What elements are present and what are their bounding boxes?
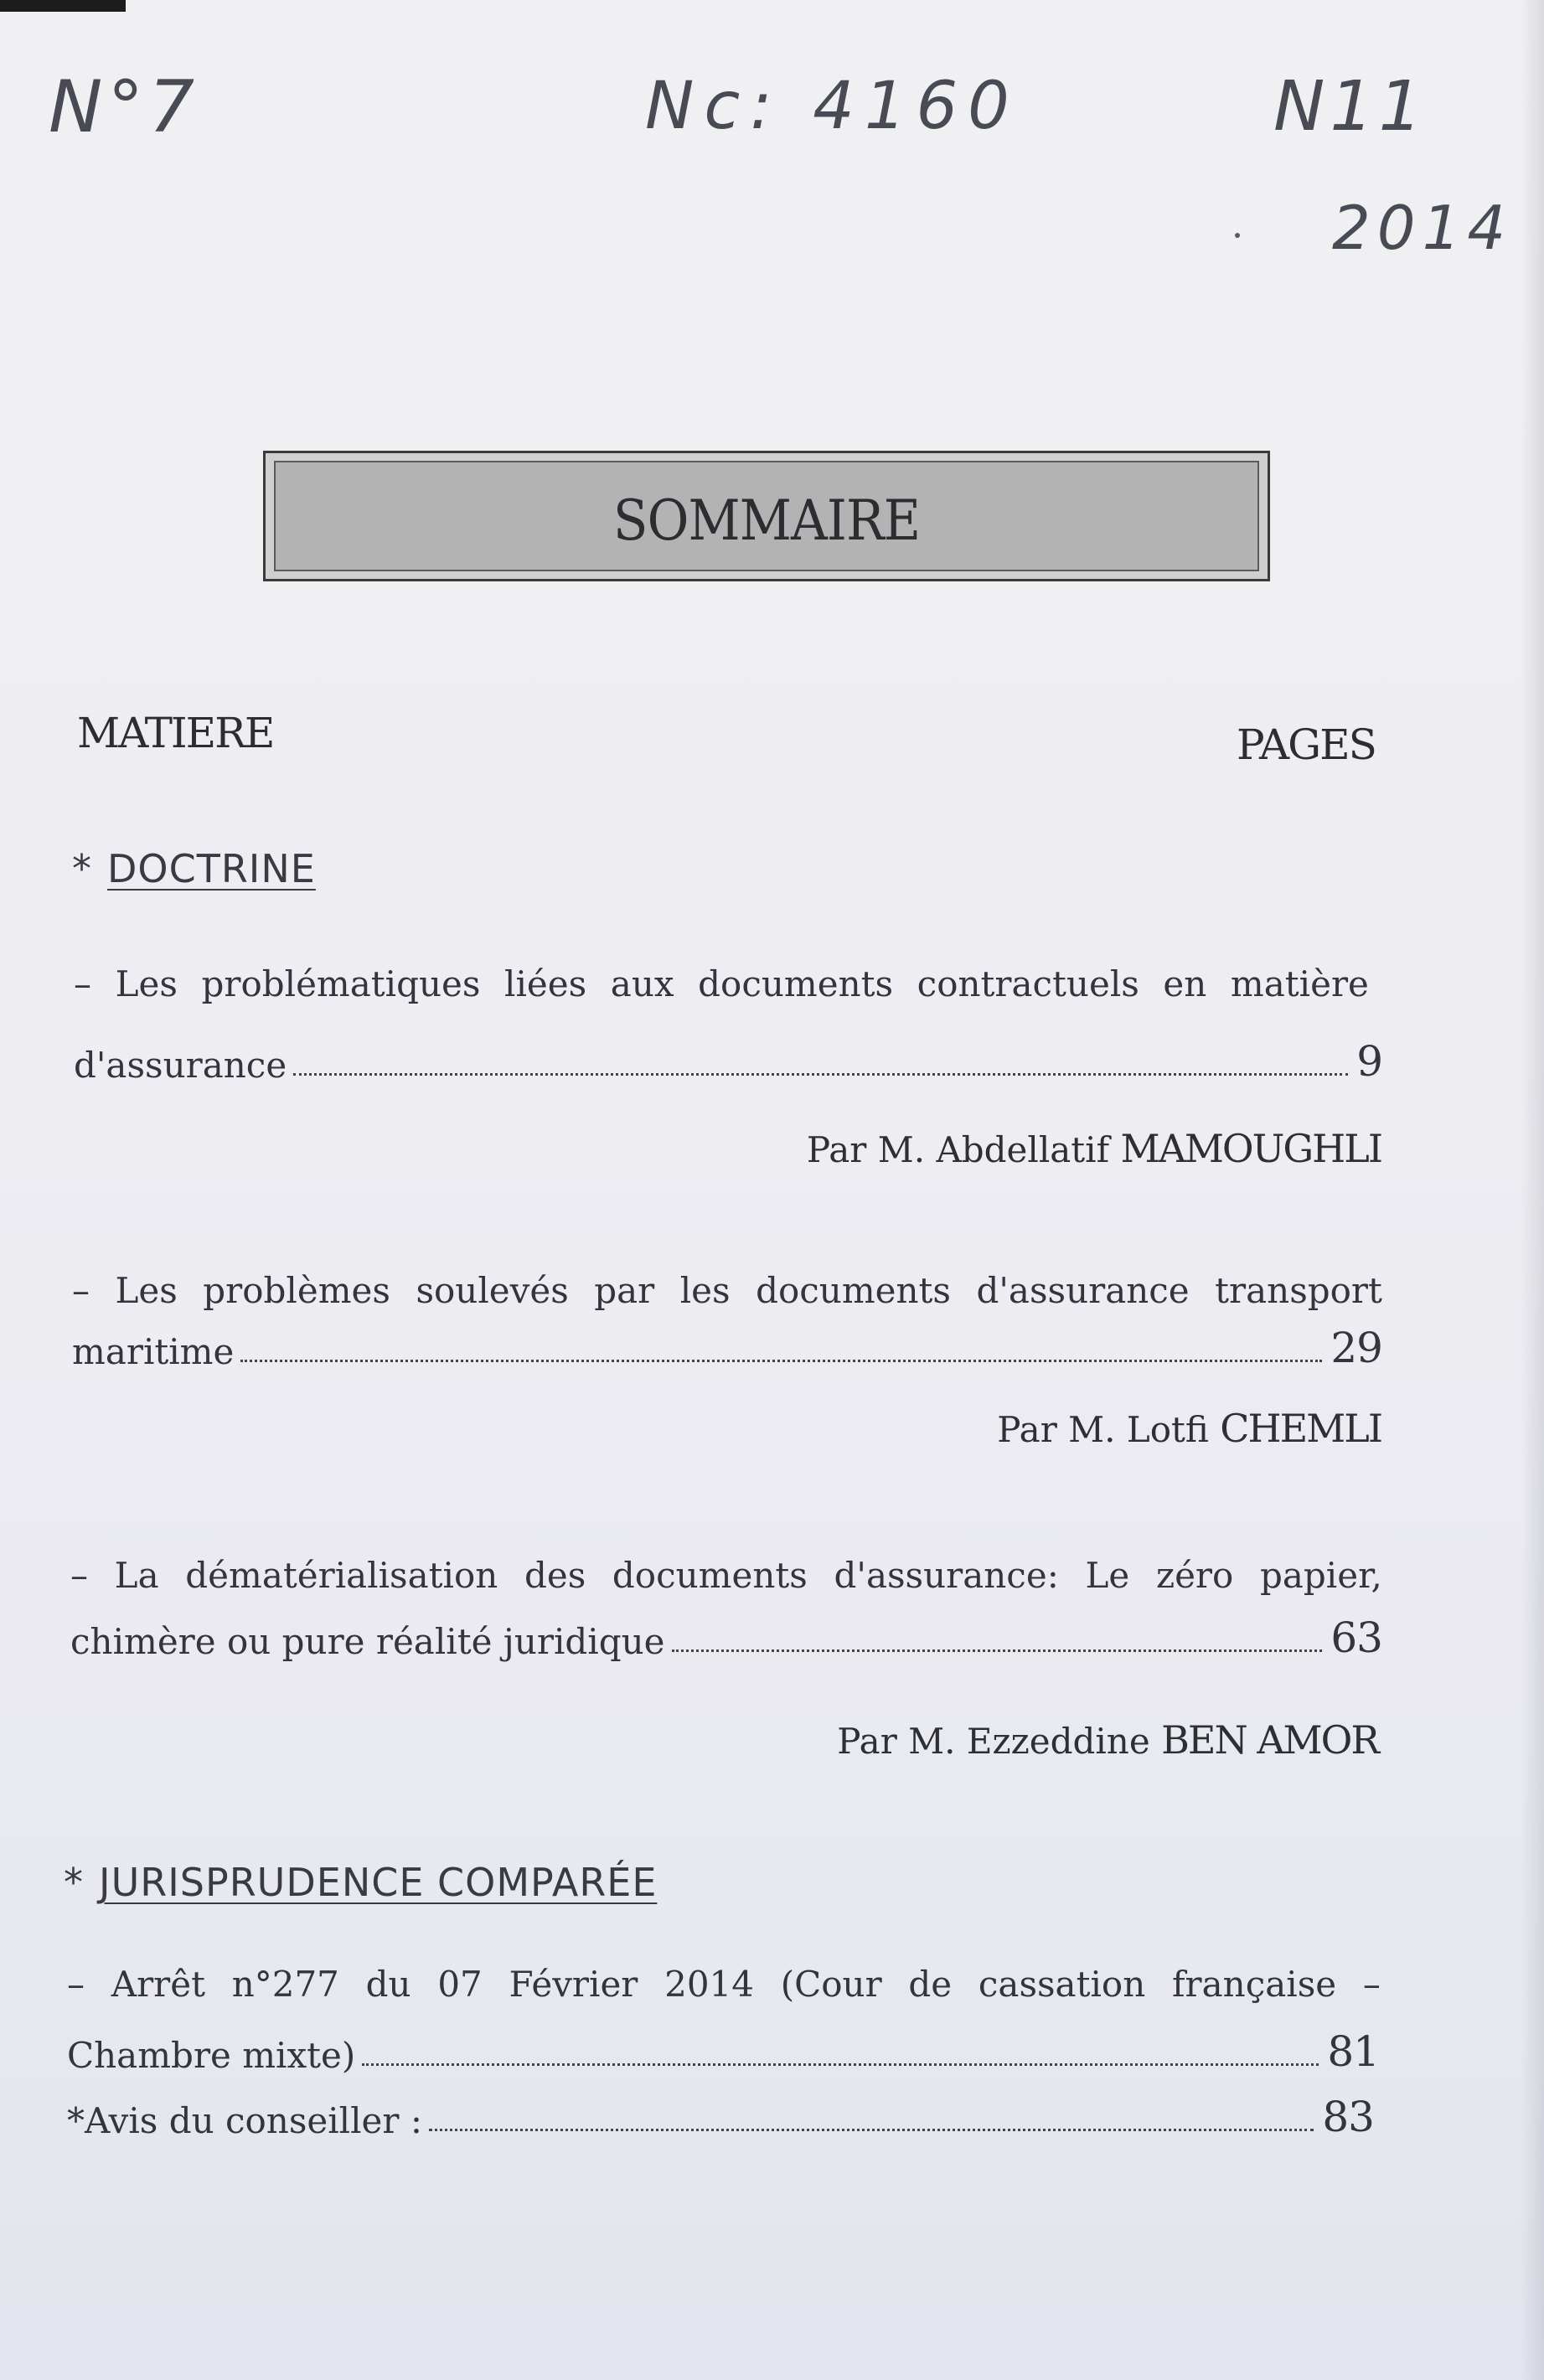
word: matière	[1230, 963, 1369, 1004]
author-name: CHEMLI	[1220, 1406, 1381, 1451]
page-number: 83	[1322, 2093, 1374, 2141]
column-heading-matiere: MATIERE	[77, 709, 274, 757]
sommaire-banner-inner	[274, 461, 1259, 571]
section-label: DOCTRINE	[107, 846, 316, 891]
word: liées	[504, 963, 587, 1004]
toc-entry-3-line-1	[70, 1555, 1382, 1596]
toc-entry-1-author	[807, 1126, 1381, 1171]
page-title: SOMMAIRE	[612, 488, 921, 553]
handwritten-issue: N11	[1273, 67, 1428, 147]
dot-leader	[429, 2128, 1314, 2131]
toc-entry-1-line-1	[74, 963, 1369, 1004]
sommaire-banner	[263, 451, 1270, 581]
word: –	[67, 1964, 85, 2005]
word: transport	[1215, 1270, 1382, 1311]
section-bullet: *	[64, 1860, 84, 1905]
scan-edge	[0, 0, 126, 12]
toc-entry-4-line-1	[67, 1964, 1381, 2005]
handwritten-number: N°7	[49, 65, 200, 149]
word: –	[74, 963, 91, 1004]
dot-leader	[672, 1649, 1323, 1652]
word: 07	[437, 1964, 483, 2005]
word: documents	[612, 1555, 808, 1596]
word: cassation	[978, 1964, 1146, 2005]
word: (Cour	[780, 1964, 882, 2005]
word: –	[1362, 1964, 1381, 2005]
section-label: JURISPRUDENCE COMPARÉE	[99, 1860, 658, 1905]
word: Les	[115, 963, 178, 1004]
toc-entry-3-author	[837, 1717, 1378, 1763]
word: de	[908, 1964, 953, 2005]
page-edge-shadow	[1521, 0, 1544, 2380]
toc-entry-2-author	[997, 1406, 1381, 1451]
handwritten-year: 2014	[1332, 193, 1513, 263]
toc-entry-2-line-2	[72, 1324, 1382, 1372]
page-number: 9	[1356, 1037, 1382, 1086]
word: zéro	[1155, 1555, 1234, 1596]
word: documents	[698, 963, 894, 1004]
page-number: 81	[1327, 2027, 1379, 2076]
dot-leader	[240, 1359, 1322, 1362]
toc-entry-4-line-2	[67, 2027, 1379, 2076]
dot-leader	[362, 2062, 1319, 2066]
word: –	[70, 1555, 88, 1596]
section-heading-jurisprudence	[64, 1860, 657, 1905]
word: française	[1171, 1964, 1337, 2005]
section-bullet: *	[72, 846, 92, 891]
toc-entry-2-line-1	[72, 1270, 1382, 1311]
word: Arrêt	[111, 1964, 205, 2005]
word: problématiques	[201, 963, 481, 1004]
word: du	[365, 1964, 411, 2005]
section-heading-doctrine	[72, 846, 316, 891]
word: n°277	[231, 1964, 339, 2005]
word: Le	[1085, 1555, 1130, 1596]
word: Les	[115, 1270, 178, 1311]
word: d'assurance:	[834, 1555, 1059, 1596]
word: d'assurance	[976, 1270, 1190, 1311]
word: papier,	[1259, 1555, 1382, 1596]
word: dématérialisation	[185, 1555, 498, 1596]
toc-entry-text: *Avis du conseiller :	[67, 2100, 422, 2141]
author-prefix: Par M. Ezzeddine	[837, 1721, 1150, 1762]
toc-entry-text: Chambre mixte)	[67, 2035, 356, 2076]
author-name: BEN AMOR	[1161, 1717, 1378, 1763]
word: Février	[509, 1964, 638, 2005]
toc-entry-1-line-2	[74, 1037, 1382, 1086]
page-number: 29	[1330, 1324, 1382, 1372]
word: aux	[610, 963, 674, 1004]
word: les	[679, 1270, 731, 1311]
handwritten-nc: Nc: 4160	[645, 69, 1020, 144]
toc-entry-text: d'assurance	[74, 1045, 287, 1086]
toc-entry-text: chimère ou pure réalité juridique	[70, 1621, 665, 1662]
toc-entry-5	[67, 2093, 1374, 2141]
word: documents	[756, 1270, 951, 1311]
toc-entry-text: maritime	[72, 1331, 235, 1372]
word: en	[1163, 963, 1207, 1004]
word: soulevés	[416, 1270, 569, 1311]
author-prefix: Par M. Abdellatif	[806, 1129, 1110, 1170]
toc-entry-3-line-2	[70, 1613, 1382, 1662]
dot-leader	[293, 1072, 1348, 1076]
word: La	[114, 1555, 159, 1596]
word: contractuels	[917, 963, 1139, 1004]
column-heading-pages: PAGES	[1237, 720, 1376, 769]
word: par	[594, 1270, 655, 1311]
author-prefix: Par M. Lotfi	[997, 1409, 1209, 1450]
handwritten-dot	[1235, 233, 1240, 238]
page-number: 63	[1330, 1613, 1382, 1662]
author-name: MAMOUGHLI	[1120, 1126, 1381, 1171]
word: 2014	[664, 1964, 754, 2005]
word: problèmes	[203, 1270, 390, 1311]
word: des	[524, 1555, 586, 1596]
word: –	[72, 1270, 90, 1311]
